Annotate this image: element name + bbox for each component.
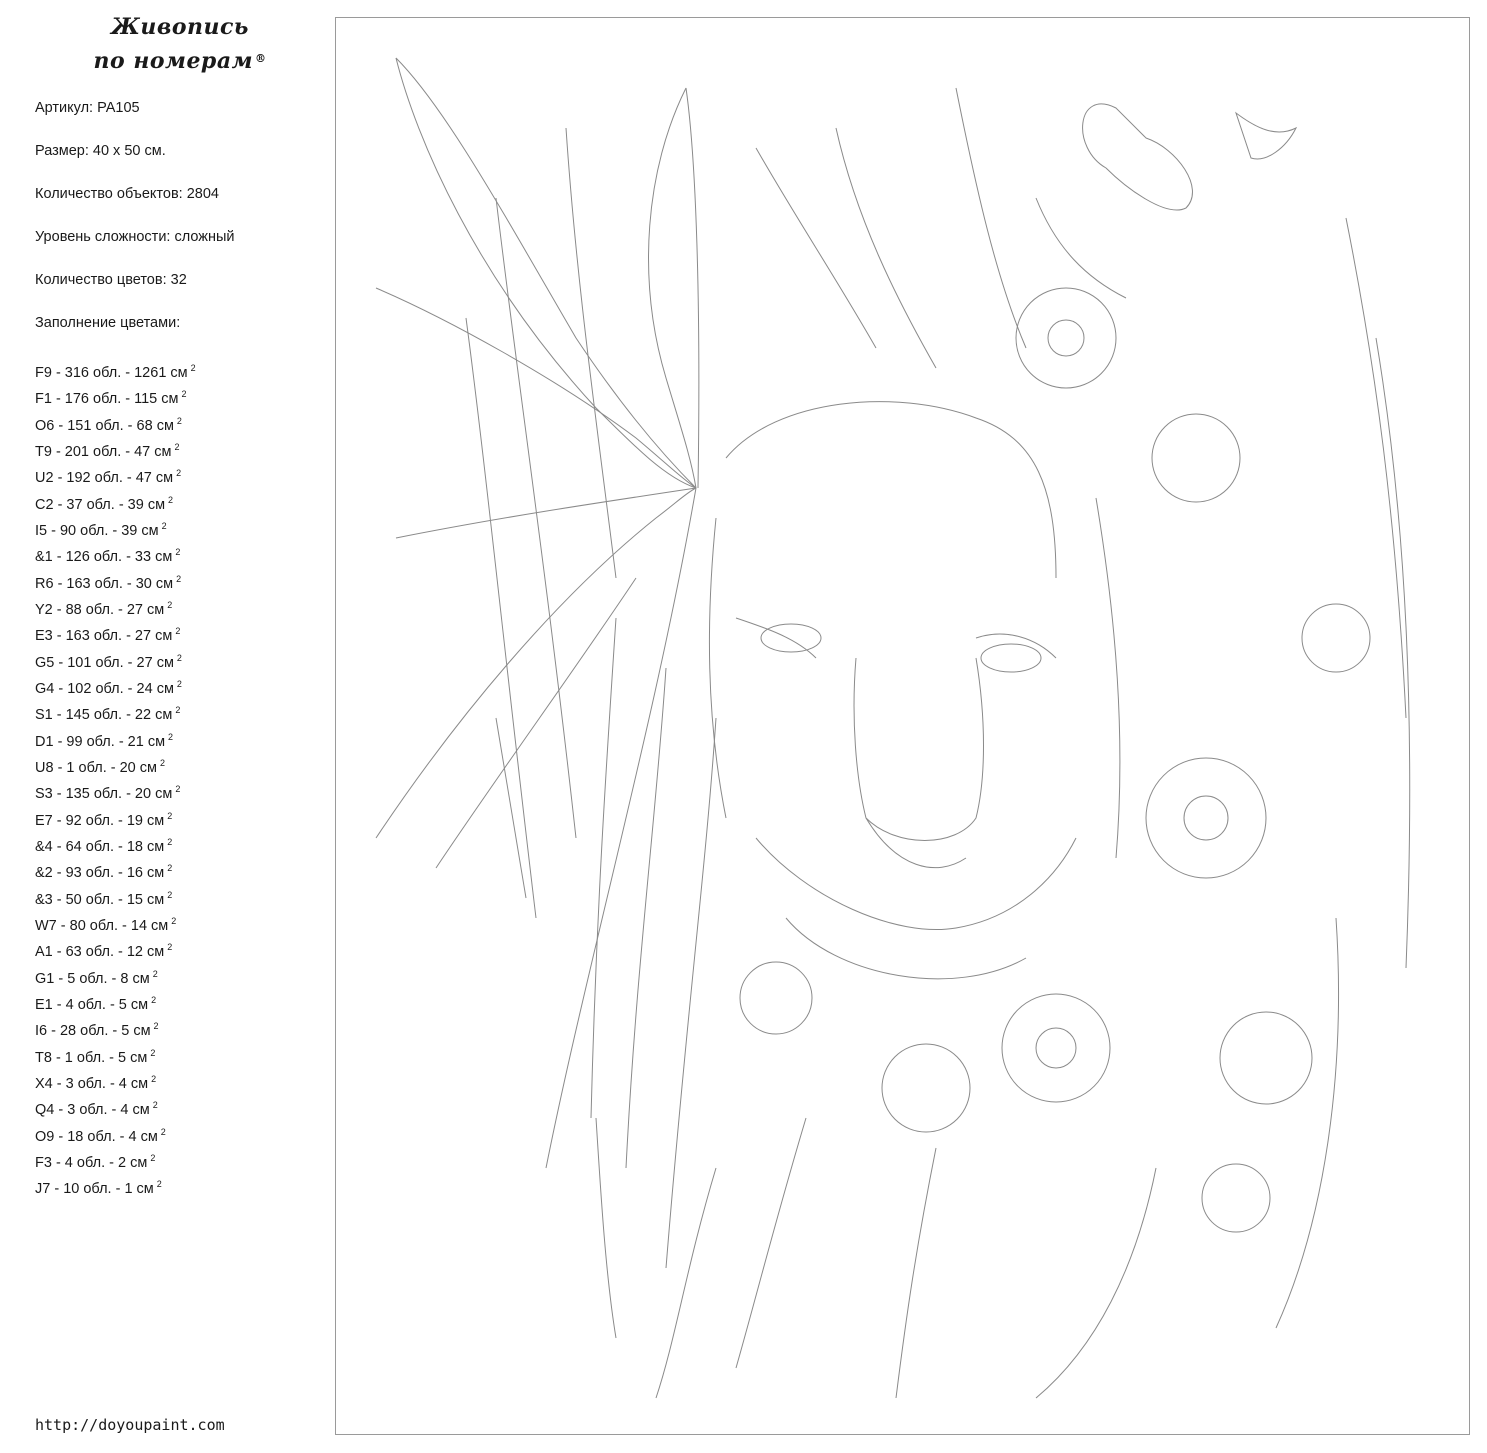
unit-superscript: 2 xyxy=(171,915,177,926)
color-fill-text: &1 - 126 обл. - 33 см xyxy=(35,549,173,566)
unit-superscript: 2 xyxy=(167,942,173,953)
color-fill-item xyxy=(35,490,196,516)
unit-superscript: 2 xyxy=(168,494,174,505)
color-fill-item xyxy=(35,384,196,410)
color-fill-text: E3 - 163 обл. - 27 см xyxy=(35,628,173,645)
website-link[interactable]: http://doyoupaint.com xyxy=(35,1416,225,1434)
color-fill-text: &2 - 93 обл. - 16 см xyxy=(35,865,165,882)
color-fill-item xyxy=(35,542,196,568)
brand-logo xyxy=(60,10,300,78)
unit-superscript: 2 xyxy=(175,705,181,716)
color-fill-item xyxy=(35,1043,196,1069)
unit-superscript: 2 xyxy=(176,468,182,479)
color-fill-text: G5 - 101 обл. - 27 см xyxy=(35,654,174,671)
color-fill-text: S1 - 145 обл. - 22 см xyxy=(35,707,173,724)
color-fill-text: I6 - 28 обл. - 5 см xyxy=(35,1023,151,1040)
color-fill-text: T8 - 1 обл. - 5 см xyxy=(35,1049,148,1066)
unit-superscript: 2 xyxy=(174,441,180,452)
lion-outline-artwork-icon xyxy=(336,18,1471,1436)
color-fill-item xyxy=(35,358,196,384)
unit-superscript: 2 xyxy=(152,968,158,979)
color-fill-item xyxy=(35,648,196,674)
color-fill-text: Q4 - 3 обл. - 4 см xyxy=(35,1102,150,1119)
brand-logo-line2: по номерам ® xyxy=(93,48,267,74)
color-fill-text: D1 - 99 обл. - 21 см xyxy=(35,733,166,750)
unit-superscript: 2 xyxy=(167,863,173,874)
unit-superscript: 2 xyxy=(152,1100,158,1111)
color-fill-item xyxy=(35,1148,196,1174)
unit-superscript: 2 xyxy=(160,1126,166,1137)
color-fill-item xyxy=(35,911,196,937)
unit-superscript: 2 xyxy=(168,731,174,742)
color-fill-item xyxy=(35,463,196,489)
color-fill-item xyxy=(35,1095,196,1121)
unit-superscript: 2 xyxy=(181,389,187,400)
brand-logo-line1: Живопись xyxy=(111,14,249,40)
color-fill-text: &3 - 50 обл. - 15 см xyxy=(35,891,165,908)
color-fill-item xyxy=(35,700,196,726)
unit-superscript: 2 xyxy=(151,994,157,1005)
unit-superscript: 2 xyxy=(156,1179,162,1190)
color-fill-text: T9 - 201 обл. - 47 см xyxy=(35,443,172,460)
color-fill-text: S3 - 135 обл. - 20 см xyxy=(35,786,173,803)
difficulty-label: Уровень сложности: сложный xyxy=(35,229,235,245)
color-fill-item xyxy=(35,1174,196,1200)
color-fill-text: A1 - 63 обл. - 12 см xyxy=(35,944,165,961)
color-fill-text: W7 - 80 обл. - 14 см xyxy=(35,917,169,934)
color-fill-text: I5 - 90 обл. - 39 см xyxy=(35,522,159,539)
unit-superscript: 2 xyxy=(167,836,173,847)
unit-superscript: 2 xyxy=(190,363,196,373)
unit-superscript: 2 xyxy=(175,626,181,637)
color-fill-item xyxy=(35,885,196,911)
color-fill-text: F9 - 316 обл. - 1261 см xyxy=(35,364,188,381)
fill-title: Заполнение цветами: xyxy=(35,315,181,331)
color-fill-item xyxy=(35,437,196,463)
color-fill-item xyxy=(35,621,196,647)
unit-superscript: 2 xyxy=(151,1073,157,1084)
unit-superscript: 2 xyxy=(176,573,182,584)
color-fill-list xyxy=(35,358,196,1201)
unit-superscript: 2 xyxy=(175,547,181,558)
color-fill-item xyxy=(35,569,196,595)
color-fill-item xyxy=(35,806,196,832)
color-fill-text: C2 - 37 обл. - 39 см xyxy=(35,496,166,513)
color-fill-item xyxy=(35,832,196,858)
color-fill-item xyxy=(35,516,196,542)
color-fill-text: G4 - 102 обл. - 24 см xyxy=(35,680,174,697)
color-fill-text: &4 - 64 обл. - 18 см xyxy=(35,838,165,855)
color-fill-item xyxy=(35,1122,196,1148)
color-fill-text: X4 - 3 обл. - 4 см xyxy=(35,1075,149,1092)
color-fill-text: F1 - 176 обл. - 115 см xyxy=(35,391,179,408)
color-fill-text: U2 - 192 обл. - 47 см xyxy=(35,470,174,487)
colors-count-label: Количество цветов: 32 xyxy=(35,272,187,288)
color-fill-item xyxy=(35,858,196,884)
color-fill-text: R6 - 163 обл. - 30 см xyxy=(35,575,174,592)
unit-superscript: 2 xyxy=(167,810,173,821)
size-label: Размер: 40 х 50 см. xyxy=(35,143,166,159)
color-fill-text: F3 - 4 обл. - 2 см xyxy=(35,1154,148,1171)
color-fill-item xyxy=(35,674,196,700)
unit-superscript: 2 xyxy=(159,757,165,768)
color-fill-text: E1 - 4 обл. - 5 см xyxy=(35,996,149,1013)
color-fill-item xyxy=(35,1016,196,1042)
registered-mark: ® xyxy=(255,52,267,65)
color-fill-text: J7 - 10 обл. - 1 см xyxy=(35,1181,154,1197)
color-fill-item xyxy=(35,779,196,805)
color-fill-text: E7 - 92 обл. - 19 см xyxy=(35,812,165,829)
unit-superscript: 2 xyxy=(153,1021,159,1032)
artwork-canvas xyxy=(335,17,1470,1435)
color-fill-item xyxy=(35,990,196,1016)
unit-superscript: 2 xyxy=(161,520,167,531)
unit-superscript: 2 xyxy=(176,415,182,426)
color-fill-text: Y2 - 88 обл. - 27 см xyxy=(35,601,165,618)
unit-superscript: 2 xyxy=(175,784,181,795)
unit-superscript: 2 xyxy=(176,678,182,689)
color-fill-item xyxy=(35,595,196,621)
article-label: Артикул: PA105 xyxy=(35,100,140,116)
color-fill-text: G1 - 5 обл. - 8 см xyxy=(35,970,150,987)
color-fill-item xyxy=(35,937,196,963)
color-fill-text: U8 - 1 обл. - 20 см xyxy=(35,759,157,776)
unit-superscript: 2 xyxy=(176,652,182,663)
color-fill-item xyxy=(35,411,196,437)
color-fill-item xyxy=(35,1069,196,1095)
unit-superscript: 2 xyxy=(150,1047,156,1058)
unit-superscript: 2 xyxy=(150,1152,156,1163)
color-fill-item xyxy=(35,753,196,779)
color-fill-item xyxy=(35,727,196,753)
objects-count-label: Количество объектов: 2804 xyxy=(35,186,219,202)
color-fill-item xyxy=(35,964,196,990)
color-fill-text: O6 - 151 обл. - 68 см xyxy=(35,417,174,434)
unit-superscript: 2 xyxy=(167,599,173,610)
color-fill-text: O9 - 18 обл. - 4 см xyxy=(35,1128,158,1145)
unit-superscript: 2 xyxy=(167,889,173,900)
